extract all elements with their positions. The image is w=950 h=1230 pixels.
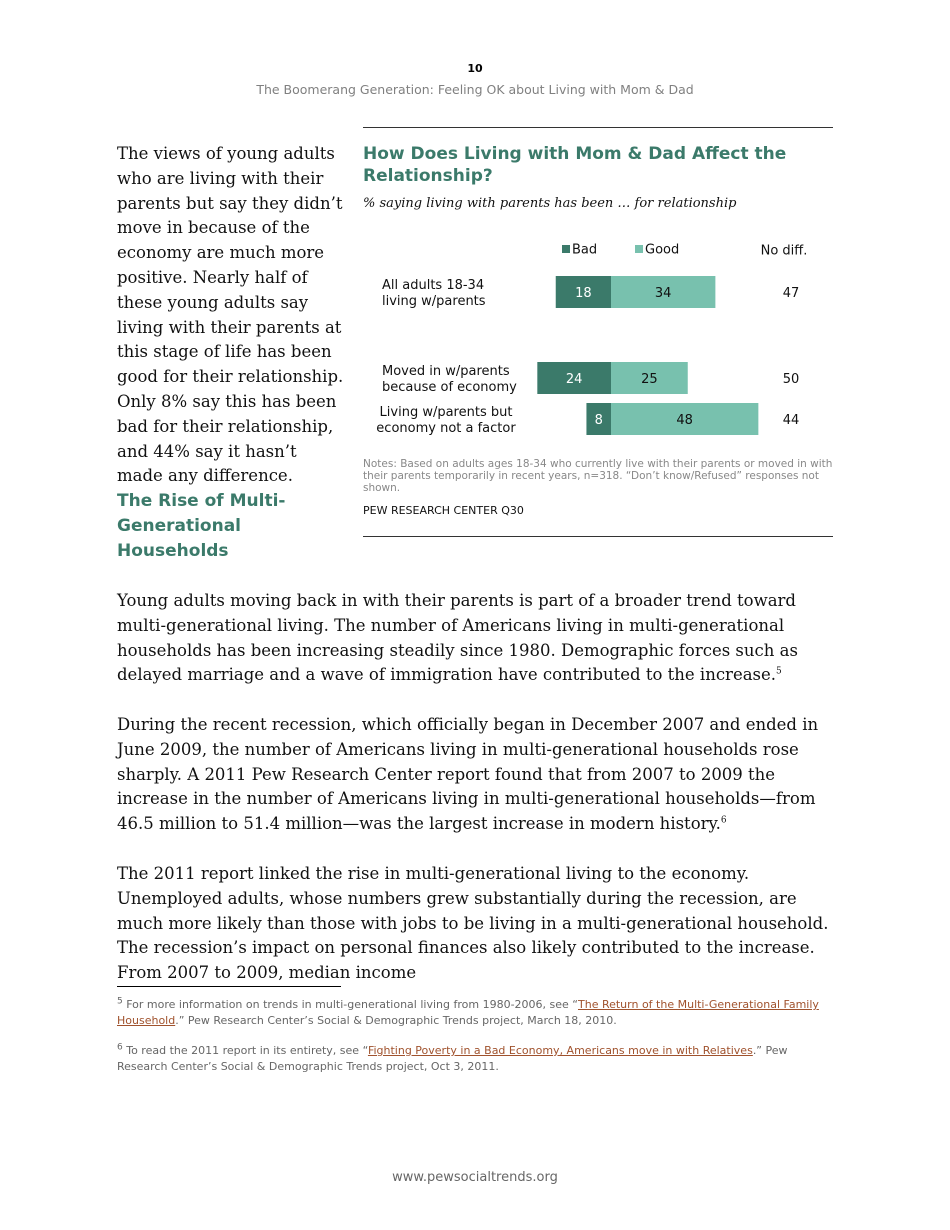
page-number: 10 <box>467 62 483 75</box>
section-heading: The Rise of Multi-Generational Households <box>117 491 286 561</box>
category-label-line1: Moved in w/parents <box>382 364 510 379</box>
no-diff-value: 47 <box>782 286 800 301</box>
no-diff-value: 50 <box>782 372 800 387</box>
bar-bad-value: 24 <box>565 372 583 387</box>
footnote-separator <box>117 986 341 987</box>
bar-good-value: 25 <box>641 372 658 387</box>
intro-paragraph: The views of young adults who are living with their parents but say they didn’t move in because of the economy are much more positive. Nearly half of these young adults say living with their parents at this stage of life has been good for their relationship. Only 8% say this has been bad for their relationship, and 44% say it hasn’t made any difference. <box>117 144 344 486</box>
chart-bottom-rule <box>363 536 833 537</box>
footnote-ref-5[interactable]: 5 <box>776 666 782 677</box>
running-title: The Boomerang Generation: Feeling OK about Living with Mom & Dad <box>256 82 694 97</box>
category-label-line2: because of economy <box>382 380 517 395</box>
chart-notes: Notes: Based on adults ages 18-34 who currently live with their parents or moved in with their parents temporarily in recent years, n=318. “Don’t know/Refused” responses not shown. <box>363 458 833 494</box>
no-diff-value: 44 <box>782 413 800 428</box>
chart-title: How Does Living with Mom & Dad Affect the Relationship? <box>363 144 787 186</box>
chart-source: PEW RESEARCH CENTER Q30 <box>363 504 524 517</box>
body-paragraph-1: Young adults moving back in with their parents is part of a broader trend toward multi-generational living. The number of Americans living in multi-generational households has been increasing steadily since 1980. Demographic forces such as delayed marriage and a wave of immigration have contributed to the increase.$^5$ <box>117 591 798 685</box>
footnote-ref-6[interactable]: 6 <box>720 815 727 826</box>
body-paragraph-3: The 2011 report linked the rise in multi-generational living to the economy. Unemployed adults, whose numbers grew substantially during the recession, are much more likely than those with jobs to be living in a multi-generational household. The recession’s impact on personal finances also likely contributed to the increase. From 2007 to 2009, median income <box>117 864 829 983</box>
footnote-5: $^5$ For more information on trends in multi-generational living from 1980-2006, see “The Return of the Multi-Generational Family Household.” Pew Research Center’s Social & Demographic Trends project, March 18, 2010. <box>117 996 819 1027</box>
footer-url[interactable]: www.pewsocialtrends.org <box>392 1170 558 1185</box>
category-label-line2: economy not a factor <box>376 421 516 436</box>
category-label-line1: Living w/parents but <box>379 405 513 420</box>
footnote-5-link[interactable]: The Return of the Multi-Generational Family Household <box>117 998 819 1027</box>
bar-good-value: 34 <box>654 286 672 301</box>
bar-bad-value: 18 <box>575 286 592 301</box>
category-label-line1: All adults 18-34 <box>382 278 485 293</box>
bar-bad-value: 8 <box>594 413 603 428</box>
bar-chart <box>0 0 950 460</box>
legend-swatch-bad <box>562 245 570 253</box>
chart-subtitle: % saying living with parents has been … for relationship <box>363 196 737 211</box>
legend-label-bad: Bad <box>572 242 598 258</box>
category-label-line2: living w/parents <box>382 294 486 309</box>
legend-swatch-good <box>635 245 643 253</box>
body-paragraph-2: During the recent recession, which officially began in December 2007 and ended in June 2009, the number of Americans living in multi-generational households rose sharply. A 2011 Pew Research Center report found that from 2007 to 2009 the increase in the number of Americans living in multi-generational households—from 46.5 million to 51.4 million—was the largest increase in modern history.$^6$ <box>117 715 819 834</box>
footnote-6-link[interactable]: Fighting Poverty in a Bad Economy, Americans move in with Relatives <box>367 1044 753 1057</box>
no-diff-header: No diff. <box>760 243 808 259</box>
bar-good-value: 48 <box>676 413 693 428</box>
legend-label-good: Good <box>645 242 680 258</box>
footnote-6: $^6$ To read the 2011 report in its entirety, see “Fighting Poverty in a Bad Economy, Americans move in with Relatives.” Pew Research Center’s Social & Demographic Trends project, Oct 3, 2011. <box>117 1042 788 1073</box>
